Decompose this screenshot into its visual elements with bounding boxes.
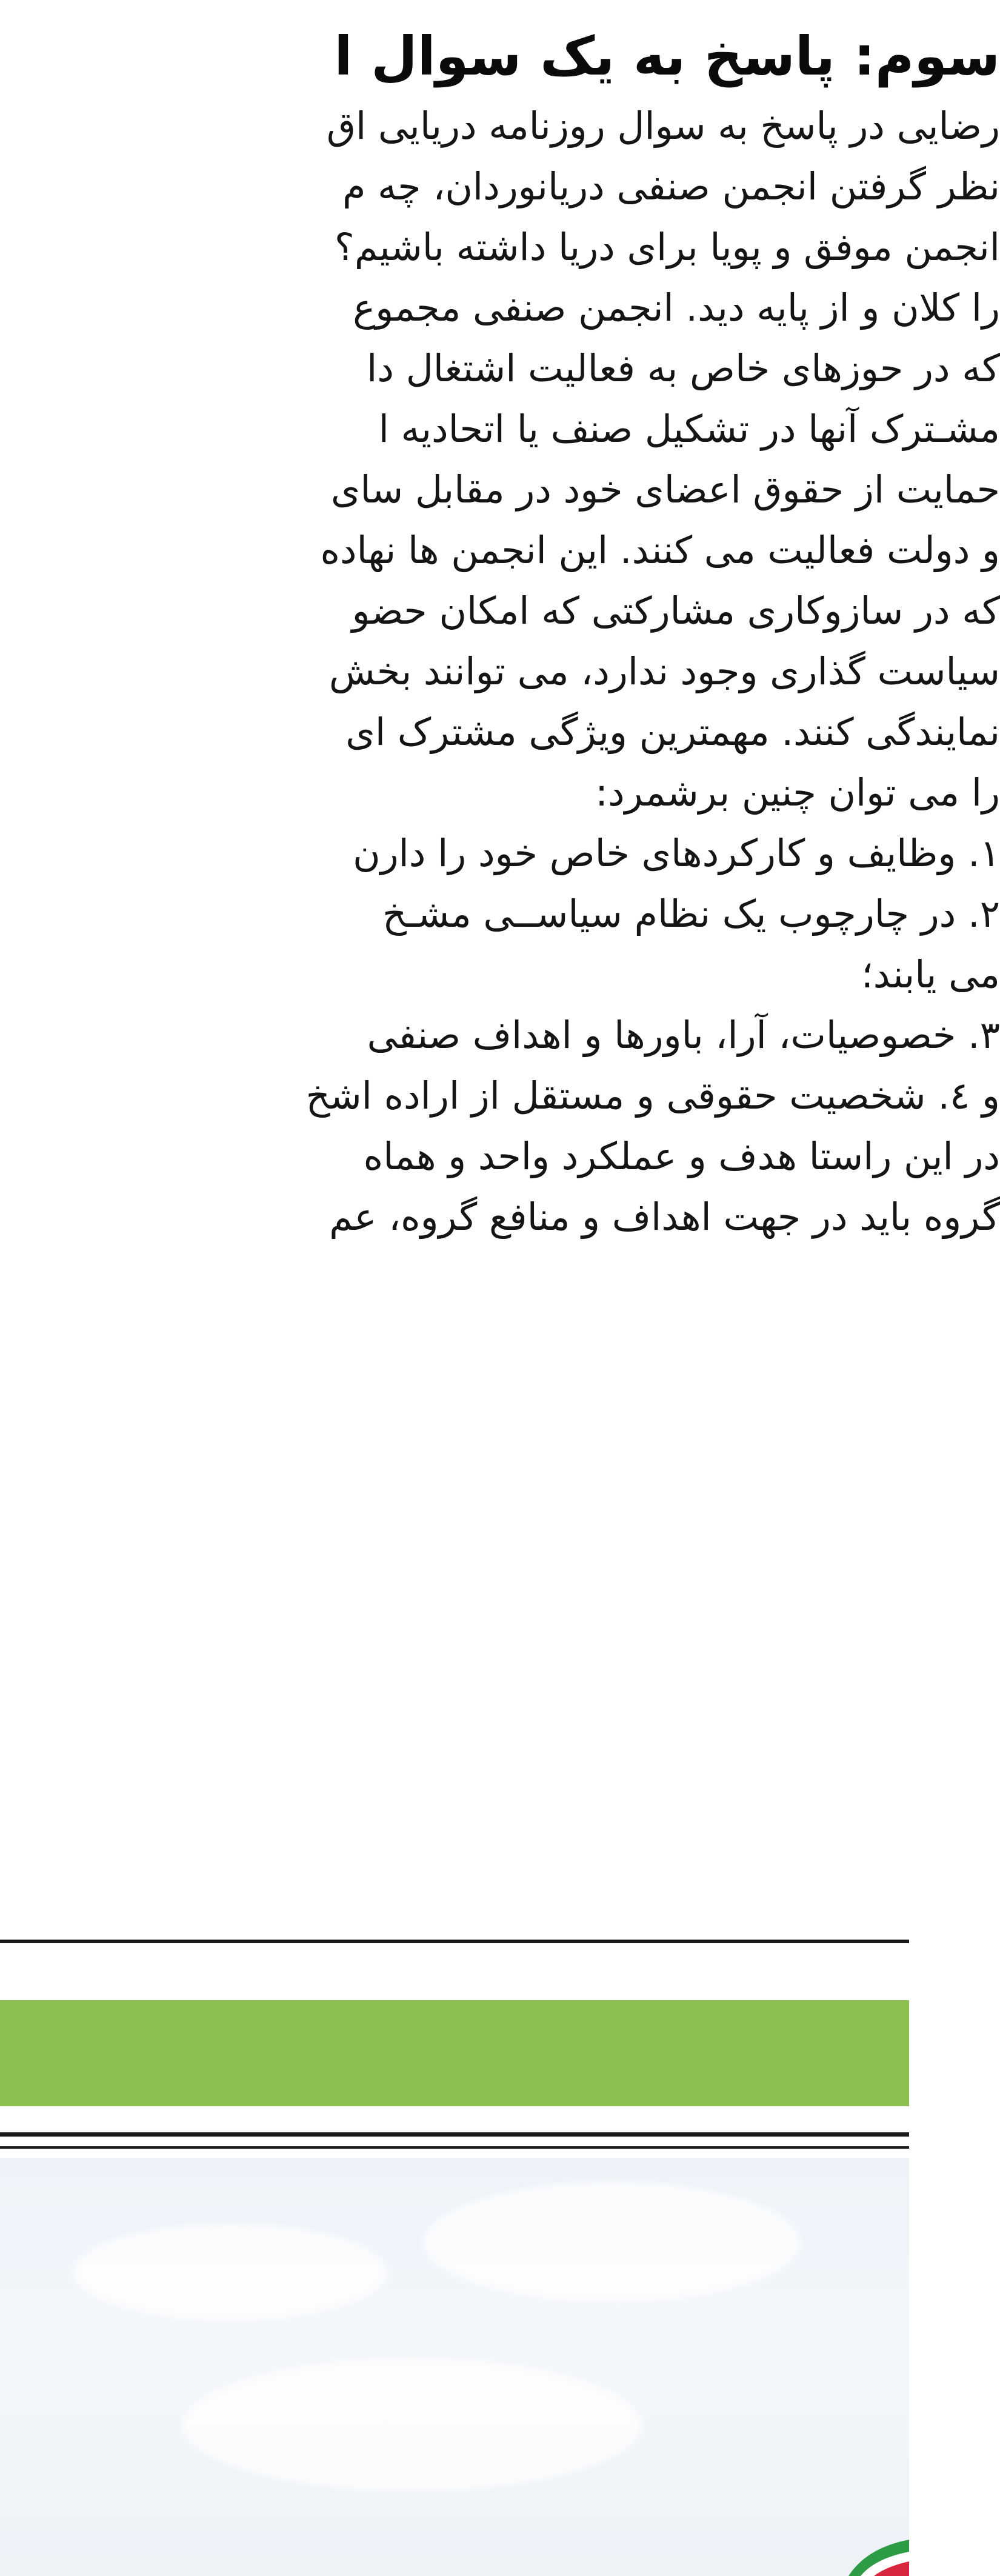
green-banner	[0, 2000, 909, 2106]
article-column	[79, 24, 1000, 1247]
cloud-shape	[424, 2182, 800, 2303]
list-item-1: ۱. وظایف و کارکردهای خاص خود را دارن	[353, 830, 1000, 875]
body-line: که در حوزهای خاص به فعالیت اشتغال دا	[367, 345, 1000, 390]
body-line: و دولت فعالیت می کنند. این انجمن ها نهاده	[320, 527, 1000, 572]
article-body	[79, 96, 1000, 1247]
flag-icon	[836, 2521, 909, 2576]
list-item-3: ۳. خصوصیات، آرا، باورها و اهداف صنفی	[367, 1012, 1000, 1057]
body-line: نمایندگی کنند. مهمترین ویژگی مشترک ای	[345, 709, 1000, 754]
cloud-shape	[182, 2358, 642, 2491]
article-heading: سوم: پاسخ به یک سوال ا	[334, 25, 1000, 87]
body-line: حمایت از حقوق اعضای خود در مقابل سای	[330, 467, 1000, 512]
body-line: را کلان و از پایه دید. انجمن صنفی مجموع	[353, 285, 1000, 330]
section-divider	[0, 1940, 909, 1943]
body-line: نظر گرفتن انجمن صنفی دریانوردان، چه م	[342, 164, 1000, 209]
body-line: در این راستا هدف و عملکرد واحد و هماه	[363, 1133, 1000, 1178]
body-line: مشـترک آنها در تشکیل صنف یا اتحادیه ا	[378, 406, 1000, 451]
body-line: که در سازوکاری مشارکتی که امکان حضو	[352, 588, 1000, 633]
body-line: گروه باید در جهت اهداف و منافع گروه، عم	[329, 1194, 1000, 1239]
body-line: سیاست گذاری وجود ندارد، می توانند بخش	[328, 649, 1000, 693]
body-line: را می توان چنین برشمرد:	[595, 770, 1000, 815]
list-item-2: ۲. در چارچوب یک نظام سیاســی مشـخ	[382, 891, 1000, 936]
double-rule-bottom	[0, 2146, 909, 2149]
body-line: انجمن موفق و پویا برای دریا داشته باشیم؟	[334, 224, 1000, 269]
photo	[0, 2158, 909, 2576]
cloud-shape	[73, 2224, 388, 2321]
body-line: رضایی در پاسخ به سوال روزنامه دریایی اق	[326, 103, 1000, 148]
list-item-4: و ٤. شخصیت حقوقی و مستقل از اراده اشخ	[305, 1073, 1000, 1118]
list-item-2-continued: می یابند؛	[861, 952, 1000, 996]
double-rule-top	[0, 2132, 909, 2137]
